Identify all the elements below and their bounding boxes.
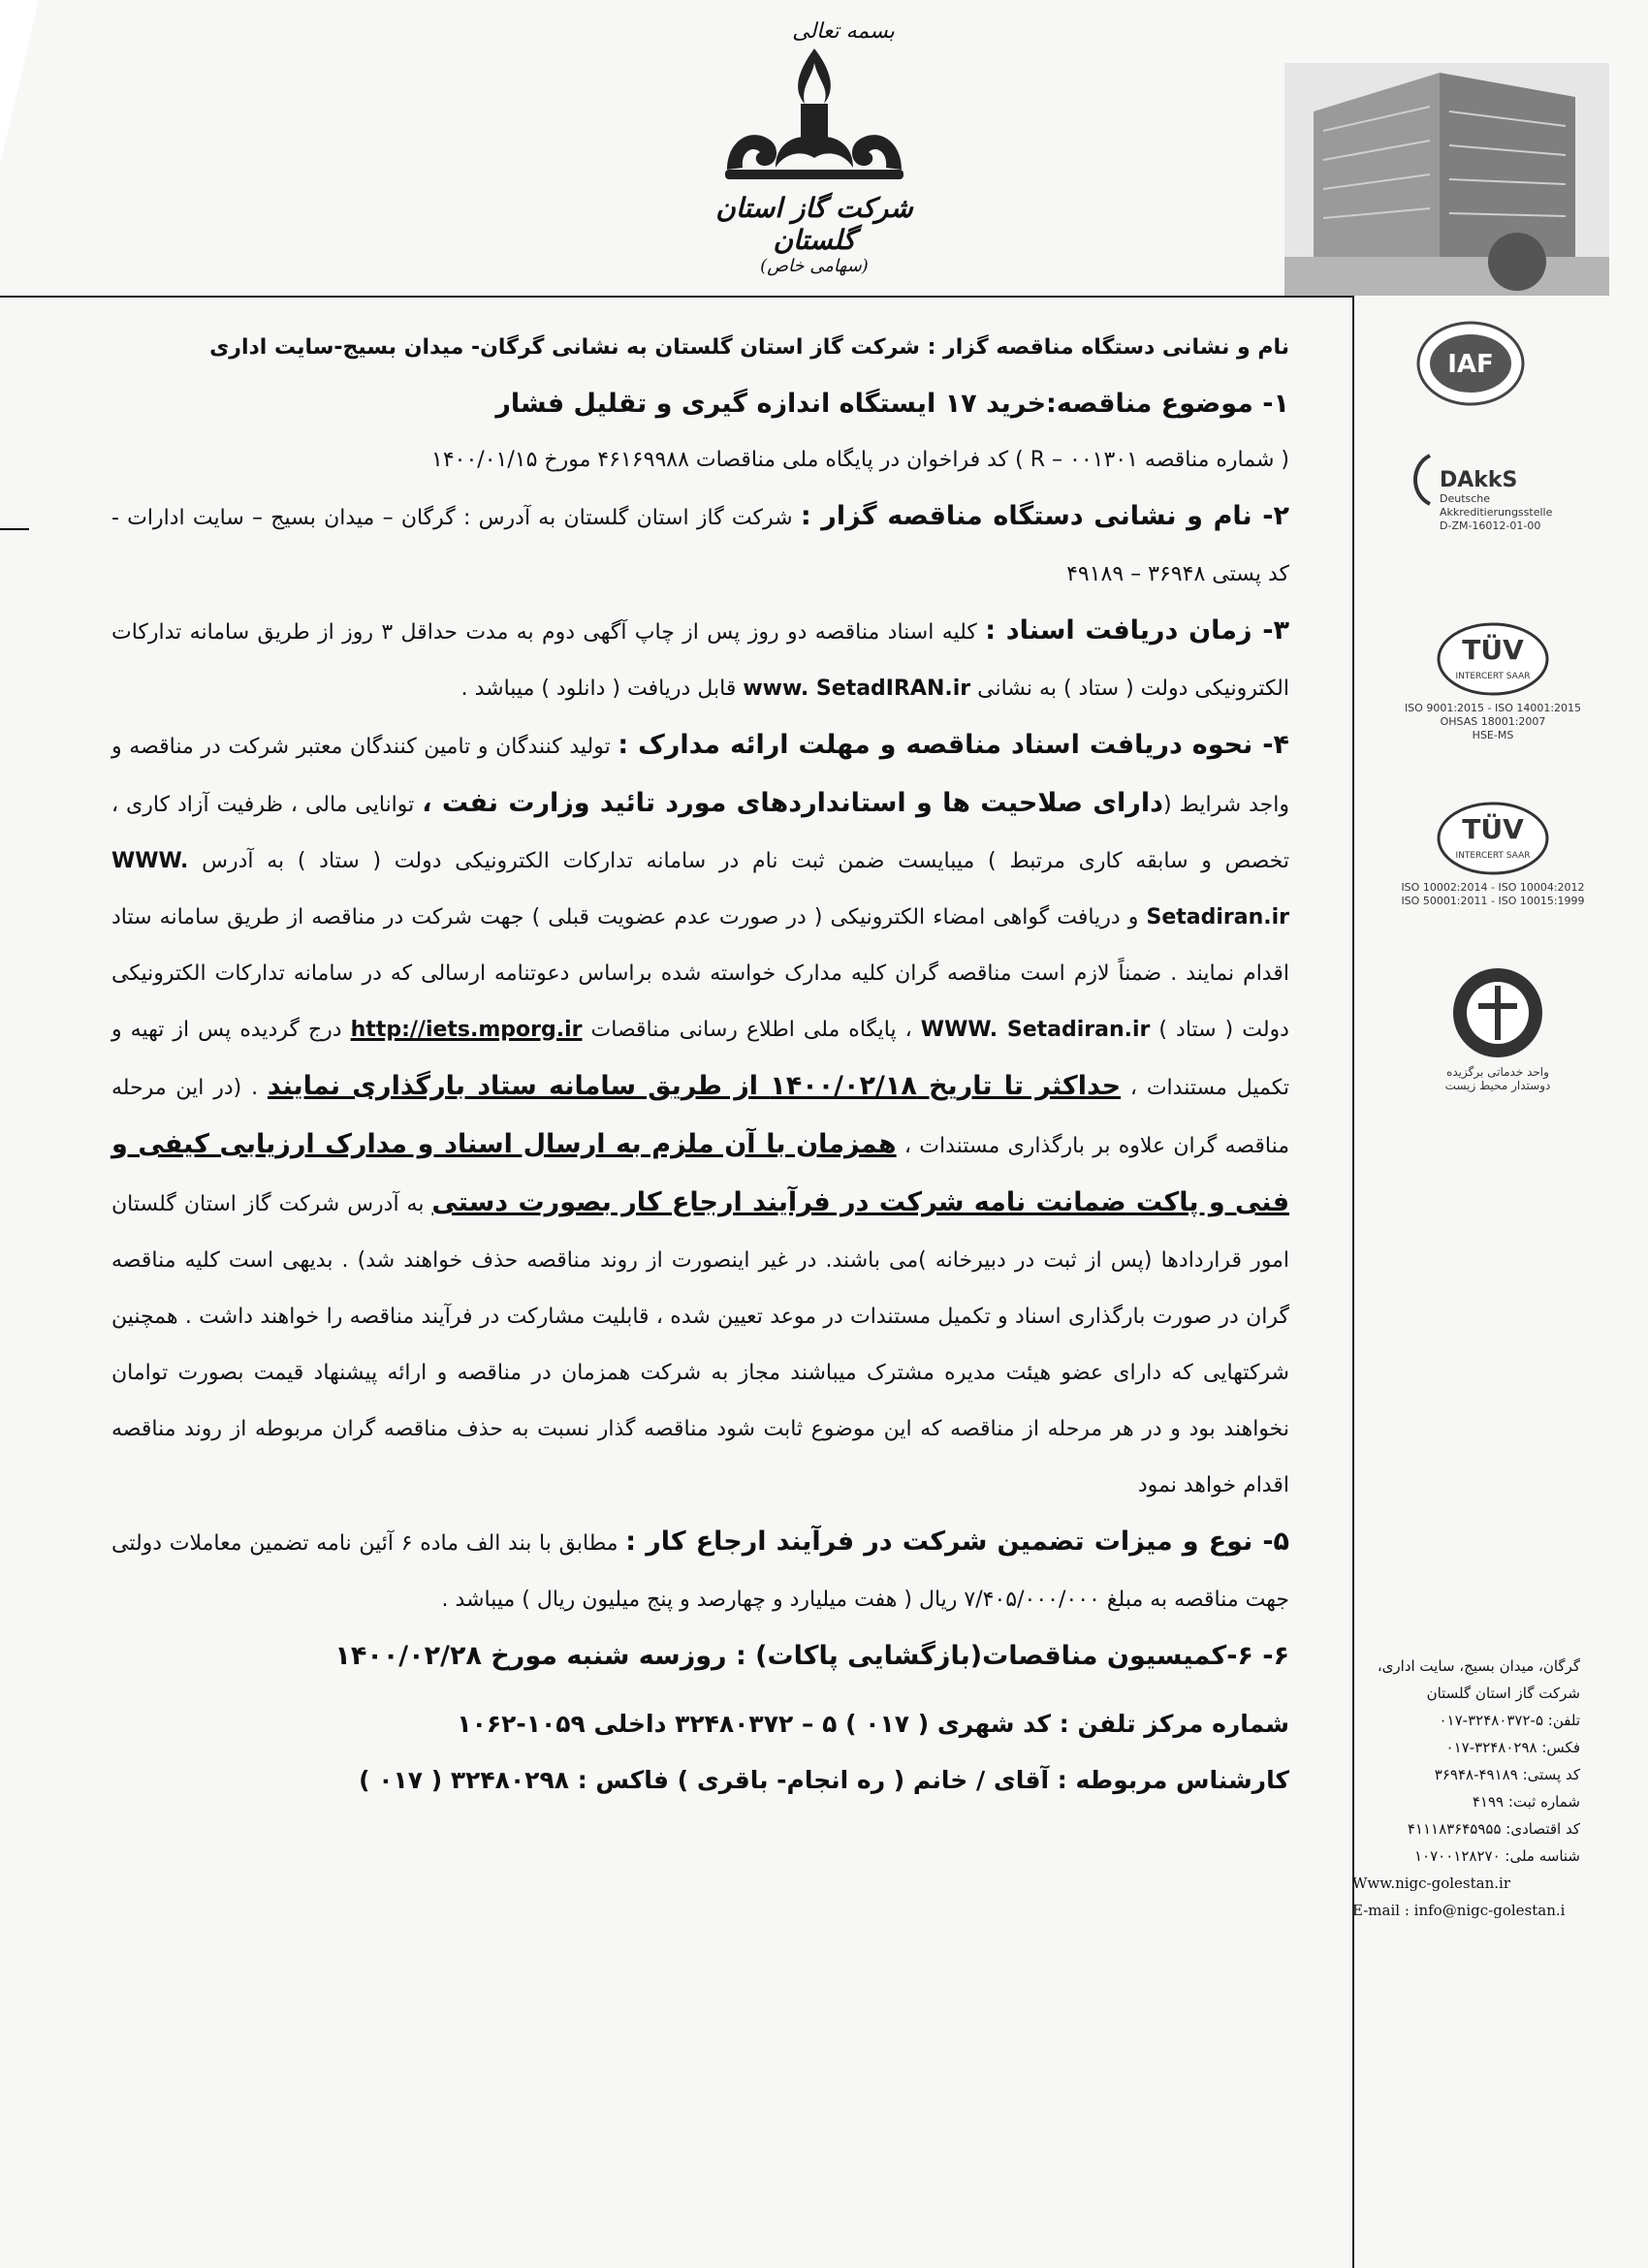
section-4-title: ۴- نحوه دریافت اسناد مناقصه و مهلت ارائه مدارک : xyxy=(618,730,1289,760)
section-1-line: ( شماره مناقصه R – ۰۰۱۳۰۱ ) کد فراخوان در پایگاه ملی مناقصات ۴۶۱۶۹۹۸۸ مورخ ۱۴۰۰/۰۱/۱۵ xyxy=(431,448,1289,472)
section-4-url-a[interactable]: WWW. Setadiran.ir xyxy=(111,849,1289,929)
tuv-icon xyxy=(1435,800,1551,877)
section-4-text-c: و دریافت گواهی امضاء الکترونیکی ( در صورت عدم عضویت قبلی ) جهت شرکت در مناقصه از طریق سامانه ستاد اقدام نمایند . ضمناً لازم است مناقصه گران کلیه مدارک خواسته شده براساس دعوتنامه ارسالی که در سامانه تدارکات الکترونیکی دولت ( ستاد ) xyxy=(111,905,1289,1042)
iaf-text: IAF xyxy=(1447,350,1494,379)
sidebar-divider xyxy=(1352,296,1354,2268)
section-4-text-b: توانایی مالی ، ظرفیت آزاد کاری ، تخصص و سابقه کاری مرتبط ) میبایست ضمن ثبت نام در سامانه تدارکات الکترونیکی دولت ( ستاد ) به آدرس xyxy=(111,793,1289,873)
section-4-text-a: تولید کنندگان و تامین کنندگان معتبر شرکت در مناقصه و واجد شرایط ( xyxy=(111,735,1289,817)
tuv-1-l2: OHSAS 18001:2007 xyxy=(1440,715,1546,728)
page-corner xyxy=(0,0,39,165)
contact-national-id: شناسه ملی: ۱۰۷۰۰۱۲۸۲۷۰ xyxy=(1414,1847,1580,1865)
section-4-text-g: به آدرس شرکت گاز استان گلستان امور قراردادها (پس از ثبت در دبیرخانه )می باشند. در غیر اینصورت از روند مناقصه حذف خواهند شد) . بدیهی است کلیه مناقصه گران در صورت بارگذاری اسناد و تکمیل مستندات در موعد تعیین شده ، قابلیت مشارکت در فرآیند مناقصه را خواهند داشت . همچنین شرکتهایی که دارای عضو هیئت مدیره مشترک میباشند مجاز به شرکت همزمان در مناقصه و ارائه پیشنهاد قیمت بصورت توامان نخواهند بود و در هر مرحله از مناقصه که این موضوع ثابت شود مناقصه گذار نسبت به حذف مناقصه گران مربوطه از روند مناقصه اقدام خواهد نمود xyxy=(111,1192,1289,1497)
section-4-text-d: ، پایگاه ملی اطلاع رسانی مناقصات xyxy=(590,1018,912,1042)
contact-tel: تلفن: ۵-۳۲۴۸۰۳۷۲-۰۱۷ xyxy=(1439,1712,1580,1729)
contact-address2: شرکت گاز استان گلستان xyxy=(1426,1685,1580,1702)
dakks-title: DAkkS xyxy=(1440,468,1518,492)
expert-line: کارشناس مربوطه : آقای / خانم ( ره انجام- باقری ) فاکس : ۳۲۴۸۰۲۹۸ ( ۰۱۷ ) xyxy=(359,1766,1289,1794)
company-sub: (سهامی خاص) xyxy=(760,256,869,276)
tuv-1-l1: ISO 9001:2015 - ISO 14001:2015 xyxy=(1404,702,1582,714)
company-logo xyxy=(708,19,921,286)
environment-badge xyxy=(1415,964,1580,1092)
building-photo xyxy=(1284,63,1609,296)
contact-postal: کد پستی: ۴۹۱۸۹-۳۶۹۴۸ xyxy=(1434,1766,1580,1783)
tuv-badge-2 xyxy=(1396,800,1590,908)
section-5-title: ۵- نوع و میزات تضمین شرکت در فرآیند ارجاع کار : xyxy=(625,1527,1290,1557)
company-name: شرکت گاز استان گلستان xyxy=(715,192,913,256)
section-2-title: ۲- نام و نشانی دستگاه مناقصه گزار : xyxy=(800,501,1289,531)
section-3-text-b: قابل دریافت ( دانلود ) میباشد . xyxy=(460,677,737,701)
section-1-title: ۱- موضوع مناقصه:خرید ۱۷ ایستگاه اندازه گیری و تقلیل فشار xyxy=(495,389,1289,419)
section-4 xyxy=(111,717,1289,1514)
tuv-2-l2: ISO 50001:2011 - ISO 10015:1999 xyxy=(1401,895,1585,907)
intro-line: نام و نشانی دستگاه مناقصه گزار : شرکت گاز استان گلستان به نشانی گرگان- میدان بسیج-سایت اداری xyxy=(209,335,1289,360)
contact-email[interactable]: E-mail : info@nigc-golestan.i xyxy=(1352,1902,1566,1919)
phone-line: شماره مرکز تلفن : کد شهری ( ۰۱۷ ) ۵ – ۳۲۴۸۰۳۷۲ داخلی ۱۰۵۹-۱۰۶۲ xyxy=(457,1710,1289,1738)
section-4-bold-a: دارای صلاحیت ها و استانداردهای مورد تائید وزارت نفت ، xyxy=(422,788,1163,818)
dakks-bracket-icon xyxy=(1401,451,1440,509)
section-3-text-a: کلیه اسناد مناقصه دو روز پس از چاپ آگهی دوم به مدت حداقل ۳ روز از طریق سامانه تدارکات الکترونیکی دولت ( ستاد ) به نشانی xyxy=(111,620,1289,701)
tuv-2-title: TÜV xyxy=(1462,813,1524,845)
env-l2: دوستدار محیط زیست xyxy=(1444,1079,1551,1092)
contact-block xyxy=(1352,1653,1580,1924)
section-4-bold-b: حداکثر تا تاریخ ۱۴۰۰/۰۲/۱۸ از طریق سامانه ستاد بارگذاری نمایند xyxy=(267,1071,1122,1101)
tuv-icon xyxy=(1435,620,1551,698)
contact-address1: گرگان، میدان بسیج، سایت اداری، xyxy=(1377,1657,1580,1675)
tuv-1-title: TÜV xyxy=(1462,634,1524,666)
dakks-sub1: Deutsche xyxy=(1440,492,1491,505)
contact-registration: شماره ثبت: ۴۱۹۹ xyxy=(1472,1793,1580,1811)
margin-mark xyxy=(0,528,29,530)
contact-website[interactable]: Www.nigc-golestan.ir xyxy=(1352,1874,1510,1892)
flame-emblem-icon xyxy=(708,44,921,194)
tuv-badge-1 xyxy=(1396,620,1590,742)
tuv-1-sub: INTERCERT SAAR xyxy=(1455,672,1531,681)
contact-fax: فکس: ۳۲۴۸۰۲۹۸-۰۱۷ xyxy=(1445,1739,1580,1756)
tuv-1-l3: HSE-MS xyxy=(1472,729,1514,741)
env-l1: واحد خدماتی برگزیده xyxy=(1446,1065,1549,1079)
dakks-sub3: D-ZM-16012-01-00 xyxy=(1440,520,1541,532)
section-4-url-c[interactable]: http://iets.mporg.ir xyxy=(350,1018,583,1042)
contact-economic-code: کد اقتصادی: ۴۱۱۱۸۳۶۴۵۹۵۵ xyxy=(1407,1820,1580,1838)
section-6: ۶- ۶-کمیسیون مناقصات(بازگشایی پاکات) : روزسه شنبه مورخ ۱۴۰۰/۰۲/۲۸ xyxy=(334,1641,1289,1671)
iaf-icon xyxy=(1415,320,1527,407)
section-2 xyxy=(111,488,1289,603)
section-4-bold-c: همزمان با آن ملزم به ارسال اسناد و مدارک ارزیابی کیفی و فنی و پاکت ضمانت نامه شرکت در فرآیند ارجاع کار بصورت دستی xyxy=(111,1129,1289,1217)
sidebar xyxy=(1357,296,1648,2268)
section-4-text-e: درج گردیده پس از تهیه و تکمیل مستندات ، xyxy=(111,1018,1290,1100)
section-3-url[interactable]: www. SetadIRAN.ir xyxy=(743,677,971,701)
section-5 xyxy=(111,1514,1289,1628)
section-3-title: ۳- زمان دریافت اسناد : xyxy=(985,615,1289,646)
tuv-2-sub: INTERCERT SAAR xyxy=(1455,851,1531,861)
section-2-text: شرکت گاز استان گلستان به آدرس : گرگان – میدان بسیج – سایت ادارات - کد پستی ۳۶۹۴۸ – ۴۹۱۸۹ xyxy=(111,506,1289,586)
header-divider xyxy=(0,296,1352,298)
section-4-url-b[interactable]: WWW. Setadiran.ir xyxy=(920,1018,1151,1042)
bismillah: بسمه تعالی xyxy=(792,19,895,44)
iaf-badge xyxy=(1415,320,1527,411)
tuv-2-l1: ISO 10002:2014 - ISO 10004:2012 xyxy=(1401,881,1585,894)
document-body xyxy=(111,320,1289,1809)
dakks-badge xyxy=(1401,451,1575,533)
dakks-sub2: Akkreditierungsstelle xyxy=(1440,506,1553,519)
section-3 xyxy=(111,603,1289,717)
environment-icon xyxy=(1449,964,1546,1061)
section-4-text-f: . (در این مرحله مناقصه گران علاوه بر بارگذاری مستندات ، xyxy=(111,1076,1289,1158)
section-5-text: مطابق با بند الف ماده ۶ آئین نامه تضمین معاملات دولتی جهت مناقصه به مبلغ ۷/۴۰۵/۰۰۰/۰۰۰ ریال ( هفت میلیارد و چهارصد و پنج میلیون ریال ) میباشد . xyxy=(111,1531,1289,1612)
